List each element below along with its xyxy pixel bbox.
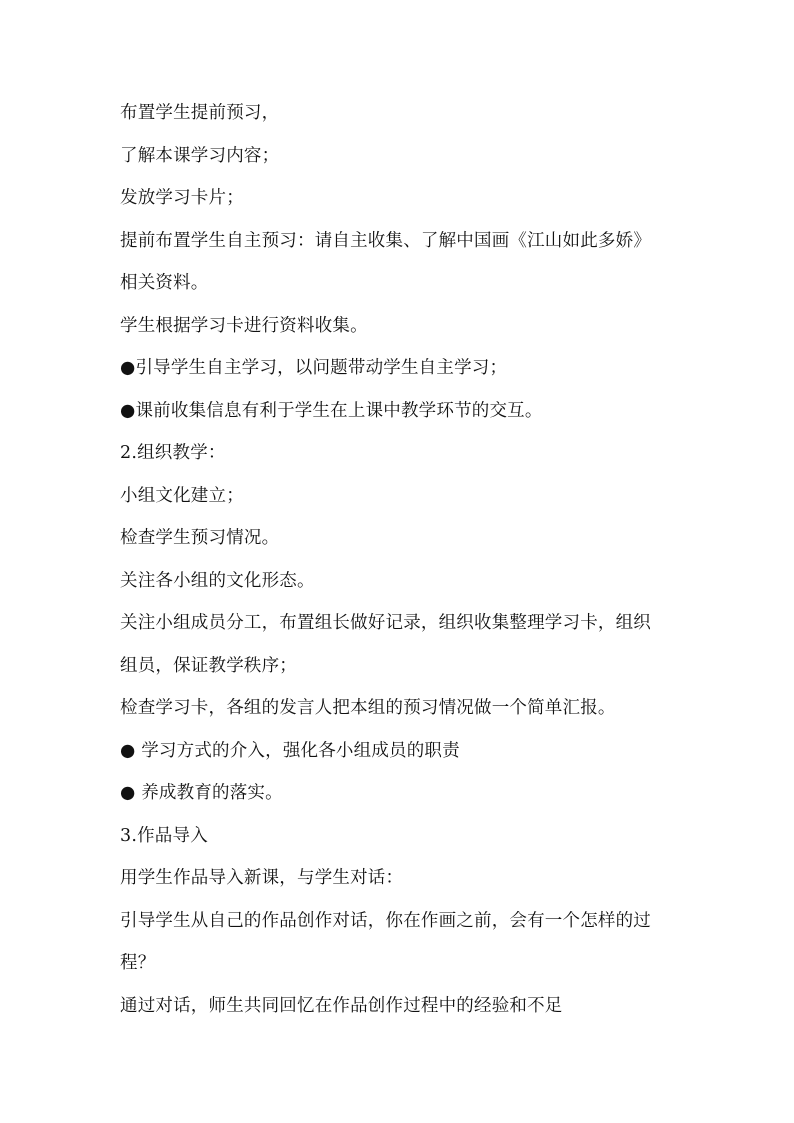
text-line: 学生根据学习卡进行资料收集。	[120, 315, 368, 336]
text-line: 了解本课学习内容；	[120, 145, 280, 166]
text-line: 发放学习卡片；	[120, 188, 244, 208]
text-line: 关注小组成员分工，布置组长做好记录，组织收集整理学习卡，组织	[120, 613, 651, 633]
text-line: 组员，保证教学秩序；	[120, 655, 297, 676]
text-line: 提前布置学生自主预习：请自主收集、了解中国画《江山如此多娇》	[120, 230, 651, 251]
bullet-item: ● 学习方式的介入，强化各小组成员的职责	[120, 740, 460, 761]
document-body	[120, 103, 680, 1038]
text-line: 检查学生预习情况。	[120, 528, 280, 548]
section-heading: 2.组织教学：	[120, 443, 226, 463]
text-line: 相关资料。	[120, 273, 209, 293]
text-line: 小组文化建立；	[120, 485, 244, 506]
bullet-item: ●课前收集信息有利于学生在上课中教学环节的交互。	[120, 400, 543, 421]
text-line: 检查学习卡，各组的发言人把本组的预习情况做一个简单汇报。	[120, 698, 616, 718]
text-line: 引导学生从自己的作品创作对话，你在作画之前，会有一个怎样的过	[120, 910, 651, 931]
text-line: 通过对话，师生共同回忆在作品创作过程中的经验和不足	[120, 995, 563, 1016]
text-line: 用学生作品导入新课，与学生对话：	[120, 868, 404, 888]
section-heading: 3.作品导入	[120, 825, 208, 846]
bullet-item: ● 养成教育的落实。	[120, 783, 283, 803]
bullet-item: ●引导学生自主学习，以问题带动学生自主学习；	[120, 358, 508, 378]
text-line: 布置学生提前预习，	[120, 103, 280, 123]
text-line: 关注各小组的文化形态。	[120, 570, 315, 591]
text-line: 程？	[120, 953, 156, 973]
